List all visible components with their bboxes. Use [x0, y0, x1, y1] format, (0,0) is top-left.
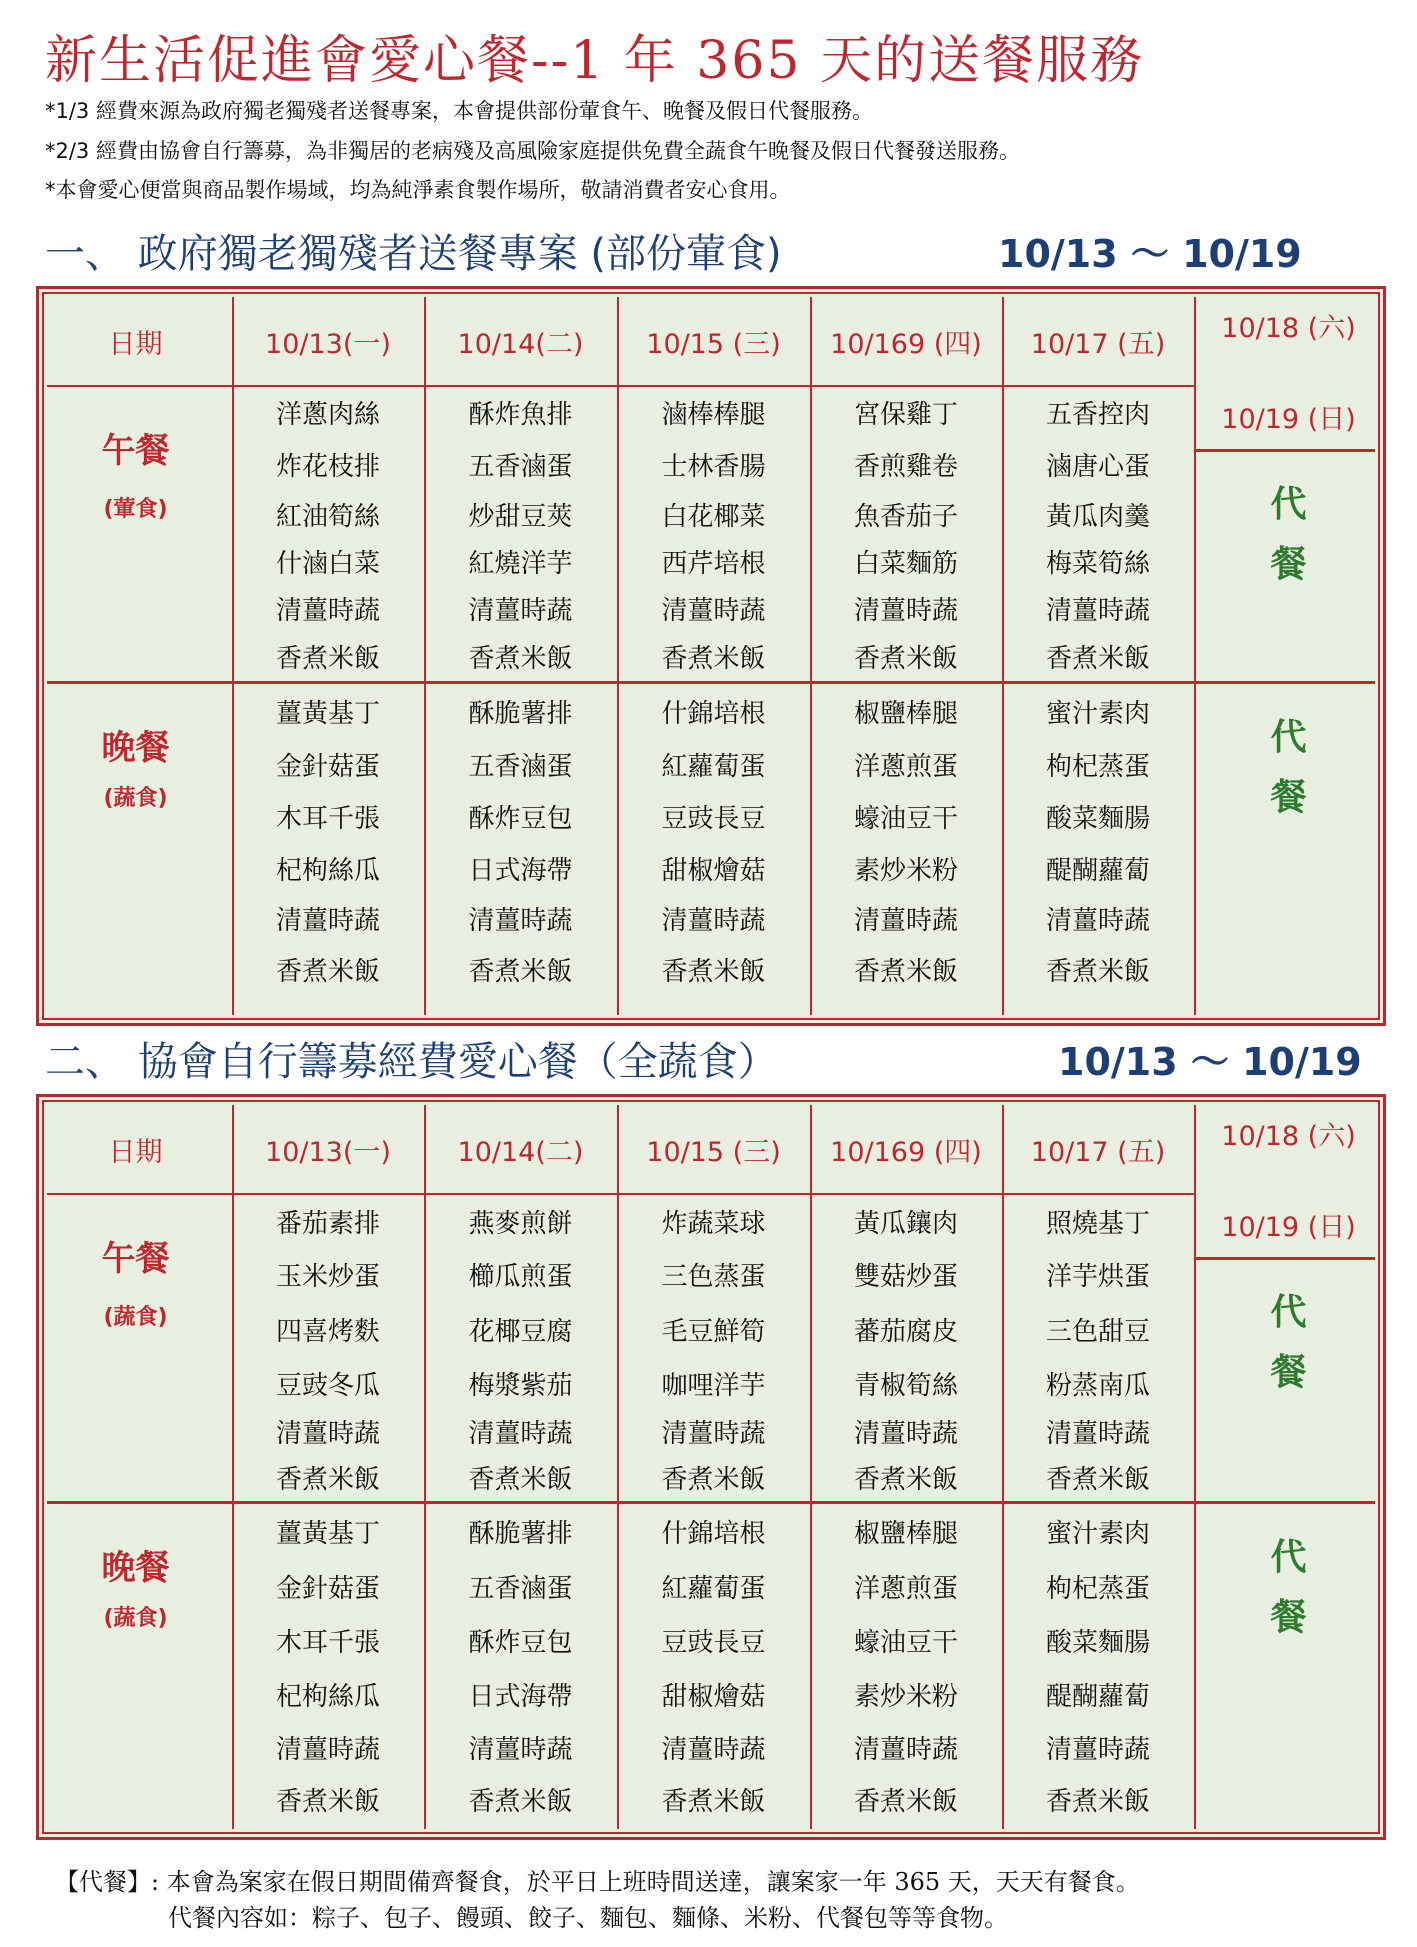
- weekend-sunday-header: 10/19 (日): [1221, 1211, 1356, 1243]
- note-1: *1/3 經費來源為政府獨老獨殘者送餐專案，本會提供部份葷食午、晚餐及假日代餐服務。: [45, 99, 873, 123]
- dish-cell: 香煮米飯: [853, 643, 958, 674]
- dish-cell: 滷唐心蛋: [1045, 451, 1150, 482]
- dish-cell: 清薑時蔬: [1045, 595, 1150, 626]
- weekend-sunday-header: 10/19 (日): [1221, 403, 1356, 435]
- dish-cell: 西芹培根: [661, 548, 766, 579]
- dish-cell: 清薑時蔬: [1045, 1418, 1150, 1449]
- section-2-heading: 二、 協會自行籌募經費愛心餐（全蔬食）: [45, 1039, 778, 1085]
- dish-cell: 清薑時蔬: [661, 1418, 766, 1449]
- dish-cell: 木耳千張: [275, 803, 380, 834]
- dish-cell: 紅燒洋芋: [468, 548, 573, 579]
- dish-cell: 清薑時蔬: [661, 905, 766, 936]
- date-header-label: 日期: [108, 328, 163, 360]
- dish-cell: 清薑時蔬: [468, 1418, 573, 1449]
- day-header: 10/169 (四): [830, 328, 982, 360]
- dish-cell: 杞枸絲瓜: [275, 1681, 380, 1712]
- dish-cell: 雙菇炒蛋: [853, 1261, 958, 1292]
- dish-cell: 梅菜筍絲: [1045, 548, 1150, 579]
- dish-cell: 什滷白菜: [275, 548, 380, 579]
- lunch-type-label: (葷食): [103, 496, 168, 522]
- dish-cell: 五香控肉: [1045, 399, 1150, 430]
- dish-cell: 黃瓜鑲肉: [853, 1208, 958, 1239]
- dish-cell: 金針菇蛋: [275, 751, 380, 782]
- substitute-meal-char-2: 餐: [1270, 543, 1307, 585]
- dish-cell: 香煮米飯: [468, 1464, 573, 1495]
- dish-cell: 日式海帶: [468, 855, 573, 886]
- dish-cell: 甜椒燴菇: [661, 855, 766, 886]
- dish-cell: 清薑時蔬: [853, 1418, 958, 1449]
- dish-cell: 清薑時蔬: [853, 1734, 958, 1765]
- section-2-menu-table: [36, 1094, 1386, 1840]
- footer-substitute-note: 【代餐】: 本會為案家在假日期間備齊餐食，於平日上班時間送達，讓案家一年 365 天，天天有餐食。: [55, 1868, 1140, 1896]
- dish-cell: 酸菜麵腸: [1045, 803, 1150, 834]
- dish-cell: 白花椰菜: [661, 501, 766, 532]
- dish-cell: 清薑時蔬: [853, 905, 958, 936]
- dish-cell: 豆豉長豆: [661, 803, 766, 834]
- dish-cell: 玉米炒蛋: [275, 1261, 380, 1292]
- dish-cell: 紅蘿蔔蛋: [661, 751, 766, 782]
- dish-cell: 清薑時蔬: [661, 1734, 766, 1765]
- substitute-meal-char-1: 代: [1270, 483, 1307, 525]
- dish-cell: 清薑時蔬: [468, 905, 573, 936]
- dish-cell: 洋蔥煎蛋: [853, 751, 958, 782]
- dish-cell: 清薑時蔬: [275, 1418, 380, 1449]
- substitute-meal-char-2: 餐: [1270, 776, 1307, 818]
- dish-cell: 香煮米飯: [1045, 1786, 1150, 1817]
- dish-cell: 什錦培根: [661, 698, 766, 729]
- dish-cell: 杞枸絲瓜: [275, 855, 380, 886]
- day-header: 10/17 (五): [1030, 1136, 1166, 1168]
- dish-cell: 香煮米飯: [1045, 643, 1150, 674]
- substitute-meal-char-1: 代: [1270, 1536, 1307, 1578]
- dish-cell: 炸花枝排: [275, 451, 380, 482]
- dish-cell: 甜椒燴菇: [661, 1681, 766, 1712]
- substitute-meal-char-2: 餐: [1270, 1596, 1307, 1638]
- dish-cell: 酥炸豆包: [468, 1627, 573, 1658]
- dish-cell: 枸杞蒸蛋: [1045, 751, 1150, 782]
- section-1-menu-table: [36, 286, 1386, 1026]
- dish-cell: 香煮米飯: [468, 956, 573, 987]
- dish-cell: 五香滷蛋: [468, 751, 573, 782]
- dish-cell: 花椰豆腐: [468, 1316, 573, 1347]
- dish-cell: 醍醐蘿蔔: [1045, 855, 1150, 886]
- dish-cell: 香煮米飯: [853, 956, 958, 987]
- dish-cell: 香煎雞卷: [853, 451, 958, 482]
- day-header: 10/169 (四): [830, 1136, 982, 1168]
- dish-cell: 香煮米飯: [853, 1786, 958, 1817]
- dish-cell: 日式海帶: [468, 1681, 573, 1712]
- row-divider: [1196, 449, 1375, 452]
- dish-cell: 黃瓜肉羹: [1045, 501, 1150, 532]
- day-header: 10/14(二): [457, 1136, 584, 1168]
- dish-cell: 毛豆鮮筍: [661, 1316, 766, 1347]
- dinner-label: 晚餐: [101, 1547, 170, 1588]
- dish-cell: 青椒筍絲: [853, 1370, 958, 1401]
- dish-cell: 椒鹽棒腿: [853, 1518, 958, 1549]
- dish-cell: 椒鹽棒腿: [853, 698, 958, 729]
- dish-cell: 清薑時蔬: [1045, 1734, 1150, 1765]
- dish-cell: 香煮米飯: [661, 643, 766, 674]
- day-header: 10/15 (三): [646, 1136, 781, 1168]
- lunch-label: 午餐: [101, 430, 170, 471]
- day-header: 10/15 (三): [646, 328, 781, 360]
- dish-cell: 香煮米飯: [275, 643, 380, 674]
- dish-cell: 燕麥煎餅: [468, 1208, 573, 1239]
- dish-cell: 香煮米飯: [853, 1464, 958, 1495]
- dish-cell: 滷棒棒腿: [661, 399, 766, 430]
- dish-cell: 枸杞蒸蛋: [1045, 1573, 1150, 1604]
- substitute-meal-char-1: 代: [1270, 1291, 1307, 1333]
- dish-cell: 清薑時蔬: [853, 595, 958, 626]
- dish-cell: 香煮米飯: [275, 1786, 380, 1817]
- dish-cell: 香煮米飯: [468, 1786, 573, 1817]
- dish-cell: 清薑時蔬: [468, 1734, 573, 1765]
- weekend-saturday-header: 10/18 (六): [1221, 312, 1356, 344]
- dish-cell: 蜜汁素肉: [1045, 1518, 1150, 1549]
- dish-cell: 洋蔥煎蛋: [853, 1573, 958, 1604]
- lunch-label: 午餐: [101, 1238, 170, 1279]
- note-2: *2/3 經費由協會自行籌募，為非獨居的老病殘及高風險家庭提供免費全蔬食午晚餐及假日代餐發送服務。: [45, 139, 1020, 163]
- dish-cell: 清薑時蔬: [275, 1734, 380, 1765]
- dish-cell: 洋蔥肉絲: [275, 399, 380, 430]
- dish-cell: 三色蒸蛋: [661, 1261, 766, 1292]
- dinner-type-label: (蔬食): [103, 1605, 168, 1631]
- section-1-heading: 一、 政府獨老獨殘者送餐專案 (部份葷食): [45, 231, 782, 277]
- dish-cell: 薑黃基丁: [275, 1518, 380, 1549]
- dish-cell: 魚香茄子: [853, 501, 958, 532]
- dish-cell: 薑黃基丁: [275, 698, 380, 729]
- dish-cell: 清薑時蔬: [661, 595, 766, 626]
- note-3: *本會愛心便當與商品製作場域，均為純淨素食製作場所，敬請消費者安心食用。: [45, 178, 791, 202]
- section-2-date-range: 10/13 ～ 10/19: [1058, 1040, 1362, 1084]
- dish-cell: 炸蔬菜球: [661, 1208, 766, 1239]
- footer-substitute-items: 代餐內容如：粽子、包子、饅頭、餃子、麵包、麵條、米粉、代餐包等等食物。: [168, 1904, 1008, 1932]
- weekend-saturday-header: 10/18 (六): [1221, 1120, 1356, 1152]
- dish-cell: 香煮米飯: [275, 956, 380, 987]
- dish-cell: 清薑時蔬: [1045, 905, 1150, 936]
- dish-cell: 香煮米飯: [1045, 1464, 1150, 1495]
- dish-cell: 白菜麵筋: [853, 548, 958, 579]
- dish-cell: 紅蘿蔔蛋: [661, 1573, 766, 1604]
- dish-cell: 五香滷蛋: [468, 1573, 573, 1604]
- dish-cell: 櫛瓜煎蛋: [468, 1261, 573, 1292]
- dish-cell: 照燒基丁: [1045, 1208, 1150, 1239]
- dish-cell: 士林香腸: [661, 451, 766, 482]
- day-header: 10/13(一): [265, 328, 391, 360]
- dish-cell: 豆豉長豆: [661, 1627, 766, 1658]
- dinner-label: 晚餐: [101, 727, 170, 768]
- page-title: 新生活促進會愛心餐--1 年 365 天的送餐服務: [45, 31, 1145, 91]
- dish-cell: 香煮米飯: [275, 1464, 380, 1495]
- dish-cell: 酥脆薯排: [468, 1518, 573, 1549]
- dish-cell: 豆豉冬瓜: [275, 1370, 380, 1401]
- dish-cell: 酥脆薯排: [468, 698, 573, 729]
- dish-cell: 咖哩洋芋: [661, 1370, 766, 1401]
- dish-cell: 酥炸魚排: [468, 399, 573, 430]
- dish-cell: 五香滷蛋: [468, 451, 573, 482]
- dish-cell: 清薑時蔬: [275, 595, 380, 626]
- lunch-type-label: (蔬食): [103, 1304, 168, 1330]
- row-divider: [1196, 1257, 1375, 1260]
- dish-cell: 素炒米粉: [853, 1681, 958, 1712]
- dish-cell: 香煮米飯: [661, 956, 766, 987]
- dish-cell: 番茄素排: [275, 1208, 380, 1239]
- dish-cell: 香煮米飯: [661, 1464, 766, 1495]
- dish-cell: 素炒米粉: [853, 855, 958, 886]
- day-header: 10/14(二): [457, 328, 584, 360]
- dish-cell: 四喜烤麩: [275, 1316, 380, 1347]
- dish-cell: 蕃茄腐皮: [853, 1316, 958, 1347]
- dish-cell: 金針菇蛋: [275, 1573, 380, 1604]
- dish-cell: 蠔油豆干: [853, 803, 958, 834]
- day-header: 10/17 (五): [1030, 328, 1166, 360]
- dish-cell: 粉蒸南瓜: [1045, 1370, 1150, 1401]
- dish-cell: 清薑時蔬: [468, 595, 573, 626]
- dish-cell: 三色甜豆: [1045, 1316, 1150, 1347]
- dish-cell: 炒甜豆莢: [468, 501, 573, 532]
- section-1-date-range: 10/13 ～ 10/19: [998, 232, 1302, 276]
- dish-cell: 蜜汁素肉: [1045, 698, 1150, 729]
- dinner-type-label: (蔬食): [103, 785, 168, 811]
- dish-cell: 木耳千張: [275, 1627, 380, 1658]
- dish-cell: 紅油筍絲: [275, 501, 380, 532]
- dish-cell: 什錦培根: [661, 1518, 766, 1549]
- dish-cell: 香煮米飯: [468, 643, 573, 674]
- substitute-meal-char-2: 餐: [1270, 1351, 1307, 1393]
- dish-cell: 清薑時蔬: [275, 905, 380, 936]
- dish-cell: 酥炸豆包: [468, 803, 573, 834]
- dish-cell: 香煮米飯: [1045, 956, 1150, 987]
- dish-cell: 梅漿紫茄: [468, 1370, 573, 1401]
- dish-cell: 蠔油豆干: [853, 1627, 958, 1658]
- dish-cell: 宮保雞丁: [853, 399, 958, 430]
- dish-cell: 醍醐蘿蔔: [1045, 1681, 1150, 1712]
- substitute-meal-char-1: 代: [1270, 716, 1307, 758]
- date-header-label: 日期: [108, 1136, 163, 1168]
- dish-cell: 酸菜麵腸: [1045, 1627, 1150, 1658]
- day-header: 10/13(一): [265, 1136, 391, 1168]
- dish-cell: 洋芋烘蛋: [1045, 1261, 1150, 1292]
- dish-cell: 香煮米飯: [661, 1786, 766, 1817]
